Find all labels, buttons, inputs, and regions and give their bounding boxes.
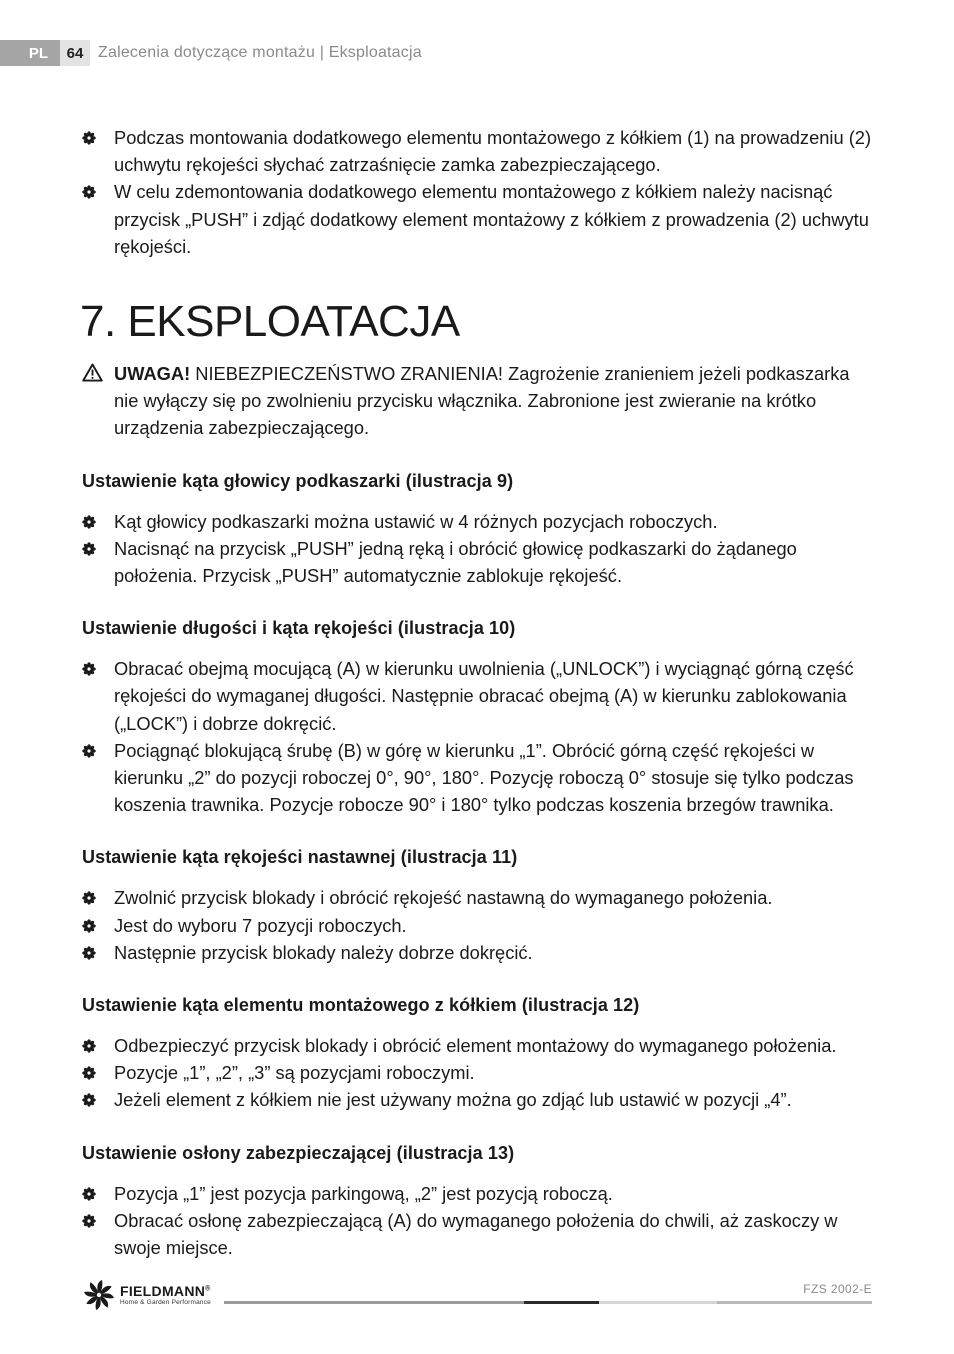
warning-text: NIEBEZPIECZEŃSTWO ZRANIENIA! Zagrożenie zranieniem jeżeli podkaszarka nie wyłączy się po zwolnieniu przycisku włącznika. Zabronione jest zwieranie na krótko urządzenia zabezpieczającego.	[114, 363, 850, 439]
chapter-title: 7. EKSPLOATACJA	[80, 297, 460, 347]
list-item-text: Jest do wyboru 7 pozycji roboczych.	[114, 914, 407, 936]
warning-label: UWAGA!	[114, 363, 191, 385]
page-footer	[82, 1278, 872, 1312]
asterisk-bullet-icon	[82, 946, 96, 960]
asterisk-bullet-icon	[82, 515, 96, 529]
list-item	[82, 939, 872, 966]
list-item	[82, 508, 872, 535]
section-adjustable-handle	[82, 845, 872, 966]
logo-text	[120, 1284, 211, 1307]
section-wheel-element	[82, 993, 872, 1114]
section-title: Ustawienie długości i kąta rękojeści (ilustracja 10)	[82, 618, 516, 639]
asterisk-bullet-icon	[82, 1093, 96, 1107]
list-item-text: Obracać obejmą mocującą (A) w kierunku uwolnienia („UNLOCK”) i wyciągnąć górną część rękojeści do wymaganej długości. Następnie obracać obejmą (A) w kierunku zablokowania („LOCK”) i dobrze dokręcić.	[114, 658, 854, 734]
list-item-text: Pozycja „1” jest pozycja parkingową, „2” jest pozycją roboczą.	[114, 1182, 613, 1204]
list-item	[82, 1032, 872, 1059]
section-bullet-list	[82, 1180, 872, 1262]
section-head-angle	[82, 469, 872, 590]
asterisk-bullet-icon	[82, 1187, 96, 1201]
section-bullet-list	[82, 884, 872, 966]
list-item-text: Podczas montowania dodatkowego elementu montażowego z kółkiem (1) na prowadzeniu (2) uchwytu rękojeści słychać zatrzaśnięcie zamka zabezpieczającego.	[114, 127, 872, 176]
asterisk-bullet-icon	[82, 185, 96, 199]
brand-logo	[82, 1278, 211, 1312]
section-bullet-list	[82, 508, 872, 590]
section-guard	[82, 1141, 872, 1262]
page-content	[82, 124, 872, 1261]
asterisk-bullet-icon	[82, 131, 96, 145]
model-number: FZS 2002-E	[803, 1282, 872, 1296]
footer-rule-dark	[524, 1301, 599, 1304]
list-item-text: Kąt głowicy podkaszarki można ustawić w 4 różnych pozycjach roboczych.	[114, 510, 718, 532]
brand-tagline: Home & Garden Performance	[120, 1298, 211, 1306]
page-number: 64	[60, 40, 90, 66]
list-item	[82, 178, 872, 260]
list-item	[82, 884, 872, 911]
list-item	[82, 1207, 872, 1261]
section-handle-length	[82, 616, 872, 818]
asterisk-bullet-icon	[82, 891, 96, 905]
footer-rule-light	[599, 1301, 717, 1304]
list-item	[82, 655, 872, 737]
asterisk-bullet-icon	[82, 744, 96, 758]
warning-triangle-icon	[82, 363, 103, 382]
list-item	[82, 1180, 872, 1207]
section-title: Ustawienie osłony zabezpieczającej (ilustracja 13)	[82, 1142, 515, 1163]
footer-rule-mid	[224, 1301, 524, 1304]
asterisk-bullet-icon	[82, 1066, 96, 1080]
footer-rule-mid-right	[717, 1301, 872, 1304]
list-item	[82, 535, 872, 589]
list-item	[82, 1086, 872, 1113]
section-title: Ustawienie kąta rękojeści nastawnej (ilustracja 11)	[82, 847, 518, 868]
language-tag: PL	[0, 40, 60, 66]
list-item-text: Nacisnąć na przycisk „PUSH” jedną ręką i obrócić głowicę podkaszarki do żądanego położenia. Przycisk „PUSH” automatycznie zablokuje rękojeść.	[114, 537, 797, 587]
list-item	[82, 124, 872, 178]
list-item	[82, 912, 872, 939]
section-title: Ustawienie kąta głowicy podkaszarki (ilustracja 9)	[82, 470, 514, 491]
list-item	[82, 1059, 872, 1086]
list-item-text: Odbezpieczyć przycisk blokady i obrócić element montażowy do wymaganego położenia.	[114, 1035, 837, 1057]
fieldmann-fan-logo-icon	[82, 1278, 116, 1312]
section-title: Ustawienie kąta elementu montażowego z kółkiem (ilustracja 12)	[82, 995, 640, 1016]
asterisk-bullet-icon	[82, 1214, 96, 1228]
list-item-text: Pozycje „1”, „2”, „3” są pozycjami roboczymi.	[114, 1062, 475, 1084]
asterisk-bullet-icon	[82, 542, 96, 556]
list-item	[82, 737, 872, 819]
asterisk-bullet-icon	[82, 662, 96, 676]
section-bullet-list	[82, 655, 872, 818]
page-header	[0, 40, 422, 66]
brand-name-text: FIELDMANN	[120, 1282, 206, 1299]
list-item-text: W celu zdemontowania dodatkowego elementu montażowego z kółkiem należy nacisnąć przycisk „PUSH” i zdjąć dodatkowy element montażowy z kółkiem z prowadzenia (2) uchwytu rękojeści.	[114, 181, 869, 257]
warning-notice	[82, 360, 872, 442]
list-item-text: Obracać osłonę zabezpieczającą (A) do wymaganego położenia do chwili, aż zaskoczy w swoje miejsce.	[114, 1209, 838, 1259]
list-item-text: Następnie przycisk blokady należy dobrze dokręcić.	[114, 941, 533, 963]
asterisk-bullet-icon	[82, 1039, 96, 1053]
asterisk-bullet-icon	[82, 919, 96, 933]
brand-registered-mark: ®	[205, 1285, 211, 1293]
list-item-text: Zwolnić przycisk blokady i obrócić rękojeść nastawną do wymaganego położenia.	[114, 887, 773, 909]
intro-bullet-list	[82, 124, 872, 260]
brand-name	[120, 1284, 211, 1298]
section-bullet-list	[82, 1032, 872, 1114]
list-item-text: Jeżeli element z kółkiem nie jest używany można go zdjąć lub ustawić w pozycji „4”.	[114, 1089, 792, 1111]
running-title: Zalecenia dotyczące montażu | Eksploatacja	[98, 44, 422, 61]
list-item-text: Pociągnąć blokującą śrubę (B) w górę w kierunku „1”. Obrócić górną część rękojeści w kierunku „2” do pozycji roboczej 0°, 90°, 180°. Pozycję roboczą 0° stosuje się tylko podczas koszenia trawnika. Pozycje robocze 90° i 180° tylko podczas koszenia brzegów trawnika.	[114, 739, 854, 816]
